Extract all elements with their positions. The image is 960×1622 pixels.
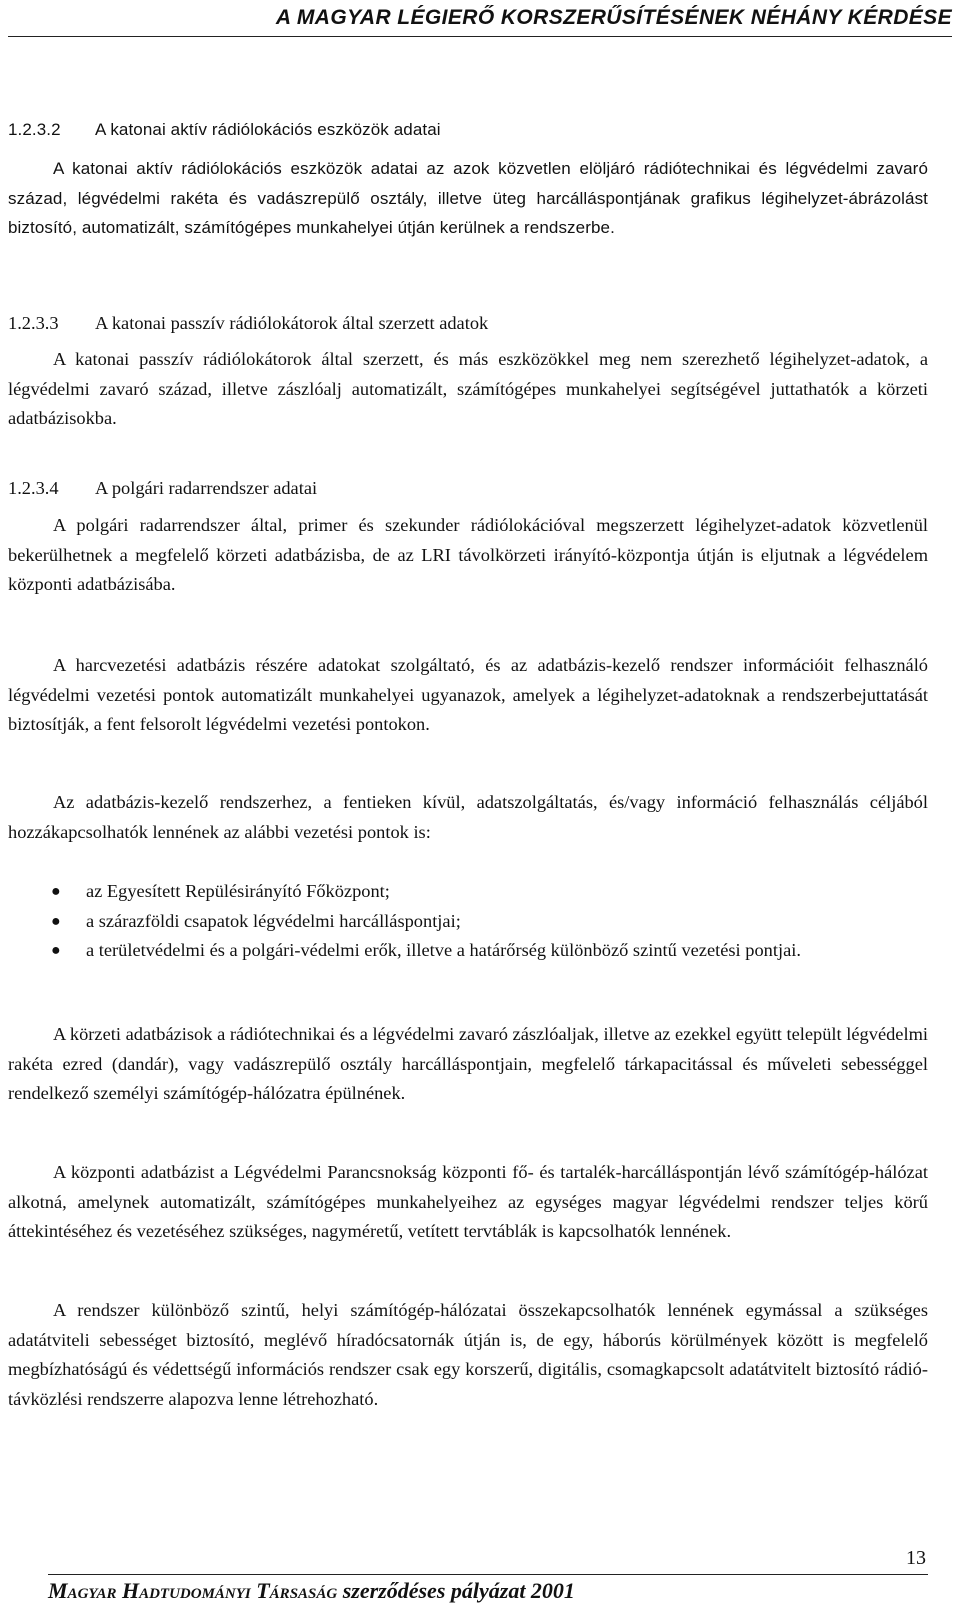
bullet-list	[8, 877, 928, 966]
list-item-text: a szárazföldi csapatok légvédelmi harcálláspontjai;	[86, 910, 461, 931]
section-body: A polgári radarrendszer által, primer és szekunder rádiólokációval megszerzett légihelyzet-adatok közvetlenül bekerülhetnek a megfelelő körzeti adatbázisba, de az LRI távolkörzeti irányító-központja útján is eljutnak a légvédelem központi adatbázisába.	[8, 515, 928, 594]
section-body: A katonai aktív rádiólokációs eszközök adatai az azok közvetlen elöljáró rádiótechnikai és légvédelmi zavaró század, légvédelmi rakéta és vadászrepülő osztály, illetve üteg harcálláspontjának grafikus légihelyzet-ábrázolást biztosító, automatizált, számítógépes munkahelyei útján kerülnek a rendszerbe.	[8, 159, 928, 237]
bullet-icon: ●	[51, 912, 61, 930]
header-title: A MAGYAR LÉGIERŐ KORSZERŰSÍTÉSÉNEK NÉHÁNY KÉRDÉSE	[275, 6, 952, 29]
page-number: 13	[906, 1547, 926, 1569]
section-number: 1.2.3.2	[8, 120, 61, 139]
footer-label: szerződéses pályázat 2001	[342, 1578, 575, 1603]
list-item	[8, 877, 928, 907]
section-heading	[8, 474, 928, 504]
running-header	[8, 6, 952, 37]
section-title: A katonai aktív rádiólokációs eszközök adatai	[95, 120, 441, 139]
section-heading	[8, 115, 928, 145]
list-item	[8, 936, 928, 966]
footer-text	[48, 1578, 575, 1604]
body-paragraph: A körzeti adatbázisok a rádiótechnikai és a légvédelmi zavaró zászlóaljak, illetve az ezekkel együtt települt légvédelmi rakéta ezred (dandár), vagy vadászrepülő osztály harcálláspontjain, megfelelő tárkapacitással és műveleti sebességgel rendelkező személyi számítógép-hálózatra épülnének.	[8, 1024, 928, 1103]
list-item-text: a területvédelmi és a polgári-védelmi erők, illetve a határőrség különböző szintű vezetési pontjai.	[86, 940, 801, 960]
list-item-text: az Egyesített Repülésirányító Főközpont;	[86, 881, 390, 901]
body-paragraph: Az adatbázis-kezelő rendszerhez, a fentieken kívül, adatszolgáltatás, és/vagy információ felhasználás céljából hozzákapcsolhatók lennének az alábbi vezetési pontok is:	[8, 792, 928, 842]
section-body: A katonai passzív rádiólokátorok által szerzett, és más eszközökkel meg nem szerezhető légihelyzet-adatok, a légvédelmi zavaró század, illetve zászlóalj automatizált, számítógépes munkahelyei segítségével juttathatók a körzeti adatbázisokba.	[8, 349, 928, 428]
running-footer	[48, 1547, 928, 1609]
body-paragraph: A harcvezetési adatbázis részére adatokat szolgáltató, és az adatbázis-kezelő rendszer információit felhasználó légvédelmi vezetési pontok automatizált munkahelyei ugyanazok, amelyek a légihelyzet-adatoknak a rendszerbejuttatását biztosítják, a fent felsorolt légvédelmi vezetési pontokon.	[8, 655, 928, 734]
section-title: A katonai passzív rádiólokátorok által szerzett adatok	[95, 313, 489, 333]
list-item	[8, 907, 928, 937]
section-number: 1.2.3.3	[8, 313, 59, 333]
section-heading	[8, 309, 928, 339]
footer-publisher: Magyar Hadtudományi Társaság	[48, 1578, 338, 1603]
bullet-icon: ●	[51, 883, 61, 900]
bullet-icon: ●	[51, 942, 61, 959]
body-paragraph: A rendszer különböző szintű, helyi számítógép-hálózatai összekapcsolhatók lennének egymással a szükséges adatátviteli sebességet biztosító, meglévő híradócsatornák útján is, de egy, háborús körülmények között is megfelelő megbízhatóságú és védettségű információs rendszer csak egy korszerű, digitális, csomagkapcsolt adatátvitelt biztosító rádió-távközlési rendszerre alapozva lenne létrehozható.	[8, 1300, 928, 1409]
section-title: A polgári radarrendszer adatai	[95, 478, 318, 498]
section-number: 1.2.3.4	[8, 478, 59, 498]
body-paragraph: A központi adatbázist a Légvédelmi Parancsnokság központi fő- és tartalék-harcálláspontján lévő számítógép-hálózat alkotná, amelynek automatizált, számítógépes munkahelyeihez az egységes magyar légvédelmi rendszer teljes körű áttekintéséhez és vezetéséhez szükséges, nagyméretű, vetített tervtáblák is kapcsolhatók lennének.	[8, 1162, 928, 1241]
